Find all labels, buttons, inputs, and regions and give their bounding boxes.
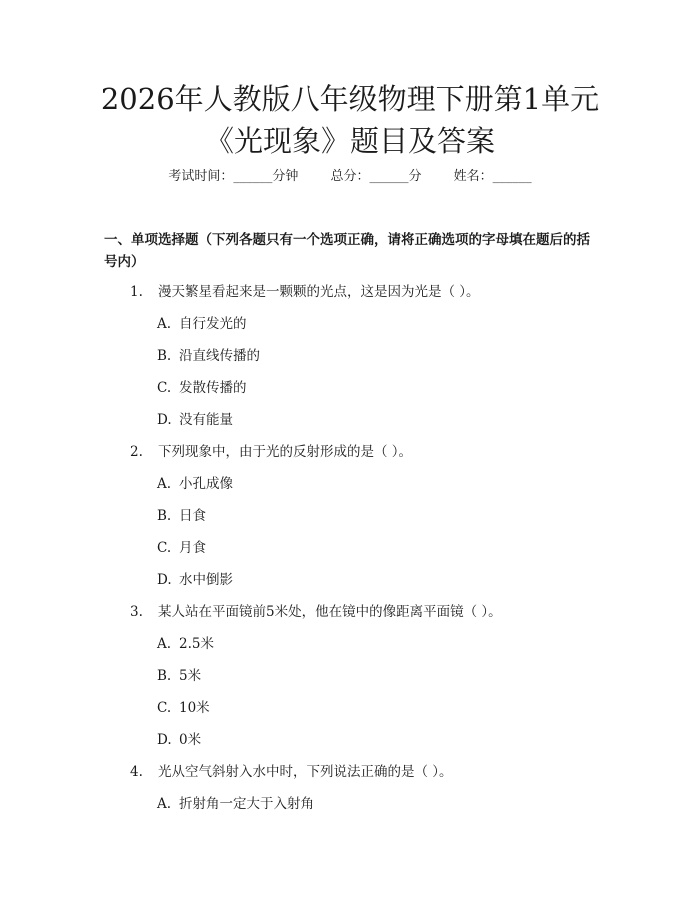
question-2 — [130, 443, 412, 461]
question-text: 下列现象中，由于光的反射形成的是（ ）。 — [158, 444, 413, 460]
option-text: 10米 — [179, 700, 210, 716]
option-letter: C. — [157, 700, 172, 716]
option-text: 折射角一定大于入射角 — [179, 796, 314, 812]
question-1 — [130, 283, 480, 301]
question-2-option-a — [157, 475, 233, 493]
option-text: 2.5米 — [179, 636, 214, 652]
question-3-option-d — [157, 731, 201, 749]
question-1-option-a — [157, 315, 247, 333]
question-3-option-c — [157, 699, 210, 717]
option-letter: B. — [157, 348, 172, 364]
document-title: 2026年人教版八年级物理下册第1单元《光现象》题目及答案 — [100, 82, 600, 158]
option-letter: A. — [157, 796, 172, 812]
option-text: 0米 — [179, 732, 202, 748]
option-letter: A. — [157, 476, 172, 492]
question-number: 2. — [130, 444, 143, 460]
question-2-option-c — [157, 539, 206, 557]
option-text: 小孔成像 — [179, 476, 233, 492]
option-letter: A. — [157, 316, 172, 332]
question-4-option-a — [157, 795, 314, 813]
option-text: 月食 — [179, 540, 206, 556]
question-3-option-a — [157, 635, 214, 653]
option-text: 水中倒影 — [179, 572, 233, 588]
option-letter: B. — [157, 668, 172, 684]
option-letter: B. — [157, 508, 172, 524]
question-text: 光从空气斜射入水中时，下列说法正确的是（ ）。 — [158, 764, 453, 780]
option-letter: C. — [157, 540, 172, 556]
option-text: 5米 — [179, 668, 202, 684]
question-2-option-b — [157, 507, 206, 525]
question-2-option-d — [157, 571, 233, 589]
option-letter: D. — [157, 412, 172, 428]
option-text: 没有能量 — [179, 412, 233, 428]
total-score-label: 总分：______分 — [330, 169, 422, 184]
question-text: 某人站在平面镜前5米处，他在镜中的像距离平面镜（ ）。 — [158, 604, 502, 620]
question-1-option-c — [157, 379, 247, 397]
section-title: 一、单项选择题（下列各题只有一个选项正确，请将正确选项的字母填在题后的括号内） — [104, 232, 590, 270]
question-text: 漫天繁星看起来是一颗颗的光点，这是因为光是（ ）。 — [158, 284, 480, 300]
question-1-option-b — [157, 347, 260, 365]
student-name-label: 姓名：______ — [453, 169, 532, 184]
question-3-option-b — [157, 667, 201, 685]
option-letter: A. — [157, 636, 172, 652]
option-text: 自行发光的 — [179, 316, 247, 332]
option-letter: C. — [157, 380, 172, 396]
option-text: 日食 — [179, 508, 206, 524]
option-text: 发散传播的 — [179, 380, 247, 396]
exam-info — [0, 168, 700, 186]
option-letter: D. — [157, 572, 172, 588]
option-text: 沿直线传播的 — [179, 348, 260, 364]
question-number: 4. — [130, 764, 143, 780]
question-number: 3. — [130, 604, 143, 620]
question-number: 1. — [130, 284, 143, 300]
question-3 — [130, 603, 502, 621]
question-4 — [130, 763, 453, 781]
question-1-option-d — [157, 411, 233, 429]
exam-time-label: 考试时间：______分钟 — [168, 169, 299, 184]
option-letter: D. — [157, 732, 172, 748]
